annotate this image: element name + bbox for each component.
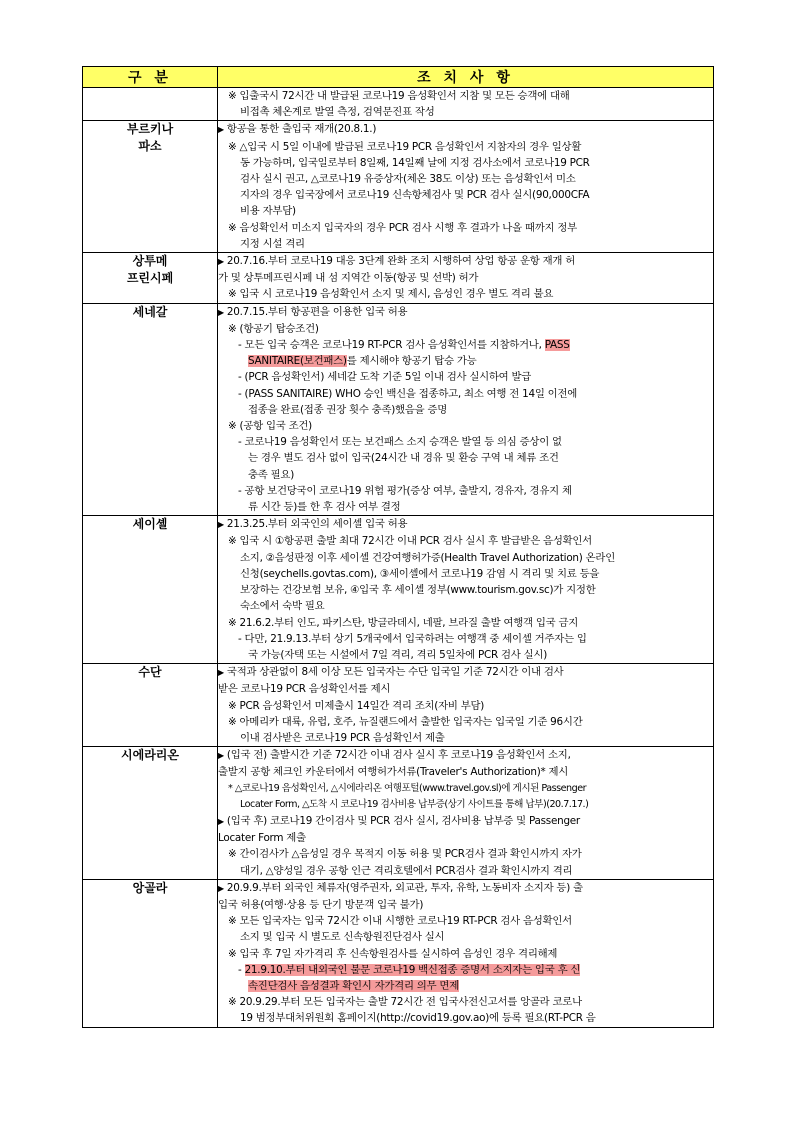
note-line: 소지 및 입국 시 별도로 신속항원진단검사 실시 <box>240 931 445 944</box>
note-line: ※ 입국 시 ①항공편 출발 최대 72시간 이내 PCR 검사 실시 후 발급받은 음성확인서 <box>228 535 592 548</box>
note-line: 비접촉 체온계로 발열 측정, 검역문진표 작성 <box>240 106 435 119</box>
note-line: - 공항 보건당국이 코로나19 위험 평가(증상 여부, 출발지, 경유자, 경유지 체 <box>238 484 572 497</box>
note-line: ※ (공항 입국 조건) <box>228 420 312 433</box>
note-line: 검사 실시 권고, △코로나19 유증상자(체온 38도 이상) 또는 음성확인서 미소 <box>240 173 576 186</box>
table-row <box>83 303 714 516</box>
header-category: 구 분 <box>83 67 218 88</box>
country-cell: 앙골라 <box>83 879 218 1027</box>
bullet-text: 20.9.9.부터 외국인 체류자(영주권자, 외교관, 투자, 유학, 노동비자 소지자 등) 출 <box>226 881 583 894</box>
note-text: 를 제시해야 항공기 탑승 가능 <box>346 355 477 368</box>
note-line: Locater Form, △도착 시 코로나19 검사비용 납부증(상기 사이트를 통해 납부)(20.7.17.) <box>240 798 589 810</box>
measures-cell <box>218 88 714 121</box>
note-line: 류 시간 등)를 한 후 검사 여부 결정 <box>248 501 401 514</box>
measures-cell <box>218 121 714 253</box>
note-line: 가 및 상투메프린시페 내 섬 지역간 이동(항공 및 선박) 허가 <box>218 272 479 285</box>
table-row <box>83 664 714 747</box>
bullet-text: (입국 전) 출발시간 기준 72시간 이내 검사 실시 후 코로나19 음성확인서 소지, <box>226 749 571 762</box>
note-line: ※ PCR 음성확인서 미제출시 14일간 격리 조치(자비 부담) <box>228 699 485 712</box>
highlighted-text: 속진단검사 음성결과 확인시 자가격리 의무 면제 <box>248 979 460 992</box>
note-line: ※ 21.6.2.부터 인도, 파키스탄, 방글라데시, 네팔, 브라질 출발 여행객 입국 금지 <box>228 616 579 629</box>
note-line: 접종을 완료(접종 권장 횟수 충족)했음을 증명 <box>248 403 448 416</box>
note-text: - <box>238 963 245 976</box>
note-line: ※ △입국 시 5일 이내에 발급된 코로나19 PCR 음성확인서 지참자의 경우 일상활 <box>228 140 582 153</box>
bullet-triangle-icon: ▶ <box>218 125 224 135</box>
note-line: 출발지 공항 체크인 카운터에서 여행허가서류(Traveler's Authorization)* 제시 <box>218 766 569 779</box>
bullet-text: 20.7.16.부터 코로나19 대응 3단계 완화 조치 시행하여 상업 항공 운항 재개 허 <box>226 255 576 268</box>
note-line: ※ 음성확인서 미소지 입국자의 경우 PCR 검사 시행 후 결과가 나올 때까지 정부 <box>228 221 577 234</box>
note-line: 동 가능하며, 입국일로부터 8일째, 14일째 날에 지정 검사소에서 코로나19 PCR <box>240 156 590 169</box>
note-line: ※ 모든 입국자는 입국 72시간 이내 시행한 코로나19 RT-PCR 검사 음성확인서 <box>228 915 572 928</box>
note-line: 지자의 경우 입국장에서 코로나19 신속항체검사 및 PCR 검사 실시(90,000CFA <box>240 189 590 202</box>
measures-cell <box>218 747 714 880</box>
country-name: 부르키나 파소 <box>126 122 174 154</box>
bullet-triangle-icon: ▶ <box>218 751 224 761</box>
bullet-text: 21.3.25.부터 외국인의 세이셸 입국 허용 <box>226 518 408 531</box>
bullet-triangle-icon: ▶ <box>218 520 224 530</box>
country-cell <box>83 253 218 304</box>
measures-cell <box>218 516 714 664</box>
note-line: - 코로나19 음성확인서 또는 보건패스 소지 승객은 발열 등 의심 증상이 없 <box>238 436 562 449</box>
table-row <box>83 747 714 880</box>
note-line: ※ 입국 시 코로나19 음성확인서 소지 및 제시, 음성인 경우 별도 격리 불요 <box>228 288 554 301</box>
note-line: - (PASS SANITAIRE) WHO 승인 백신을 접종하고, 최소 여행 전 14일 이전에 <box>238 387 578 400</box>
bullet-triangle-icon: ▶ <box>218 307 224 317</box>
note-line: 신청(seychells.govtas.com), ③세이셸에서 코로나19 감염 시 격리 및 치료 등을 <box>240 567 600 580</box>
table-row <box>83 121 714 253</box>
country-cell: 세이셸 <box>83 516 218 664</box>
country-cell: 시에라리온 <box>83 747 218 880</box>
country-cell: 세네갈 <box>83 303 218 516</box>
note-line: 는 경우 별도 검사 없이 입국(24시간 내 경유 및 환승 구역 내 체류 조건 <box>248 452 559 465</box>
note-line: ※ 아메리카 대륙, 유럽, 호주, 뉴질랜드에서 출발한 입국자는 입국일 기준 96시간 <box>228 715 583 728</box>
note-line: 입국 허용(여행·상용 등 단기 방문객 입국 불가) <box>218 898 424 911</box>
highlighted-text: PASS <box>544 339 570 352</box>
header-measures: 조 치 사 항 <box>218 67 714 88</box>
country-cell <box>83 121 218 253</box>
note-line <box>218 978 713 994</box>
measures-table <box>82 66 714 1028</box>
note-line: 받은 코로나19 PCR 음성확인서를 제시 <box>218 683 391 696</box>
measures-cell <box>218 303 714 516</box>
country-cell <box>83 88 218 121</box>
highlighted-text: 21.9.10.부터 내외국인 불문 코로나19 백신접종 증명서 소지자는 입국 후 신 <box>244 963 581 976</box>
note-text: - 모든 입국 승객은 코로나19 RT-PCR 검사 음성확인서를 지참하거나, <box>238 339 545 352</box>
note-line: 19 범정부대처위원회 홈페이지(http://covid19.gov.ao)에 등록 필요(RT-PCR 음 <box>240 1012 596 1025</box>
measures-cell <box>218 879 714 1027</box>
note-line: 국 가능(자택 또는 시설에서 7일 격리, 격리 5일차에 PCR 검사 실시) <box>248 648 548 661</box>
bullet-triangle-icon: ▶ <box>218 883 224 893</box>
note-line <box>218 353 713 369</box>
note-line: ※ 입출국시 72시간 내 발급된 코로나19 음성확인서 지참 및 모든 승객에 대해 <box>228 90 570 102</box>
bullet-triangle-icon: ▶ <box>218 668 224 678</box>
measures-cell <box>218 253 714 304</box>
note-line: 소지, ②음성판정 이후 세이셸 건강여행허가증(Health Travel Authorization) 온라인 <box>240 551 615 564</box>
note-line: ※ (항공기 탑승조건) <box>228 322 319 335</box>
table-header-row <box>83 67 714 88</box>
country-name: 상투메 프린시페 <box>126 254 174 286</box>
measures-cell <box>218 664 714 747</box>
note-line: 보장하는 건강보험 보유, ④입국 후 세이셸 정부(www.tourism.gov.sc)가 지정한 <box>240 584 596 597</box>
note-line: * △코로나19 음성확인서, △시에라리온 여행포털(www.travel.gov.sl)에 게시된 Passenger <box>228 782 587 794</box>
note-line: 충족 필요) <box>248 468 295 481</box>
note-line: - 다만, 21.9.13.부터 상기 5개국에서 입국하려는 여행객 중 세이셸 거주자는 입 <box>238 632 587 645</box>
bullet-text: 20.7.15.부터 항공편을 이용한 입국 허용 <box>226 305 408 318</box>
bullet-triangle-icon: ▶ <box>218 257 224 267</box>
highlighted-text: SANITAIRE(보건패스) <box>248 355 347 368</box>
bullet-text: 국적과 상관없이 8세 이상 모든 입국자는 수단 입국일 기준 72시간 이내 검사 <box>226 666 564 679</box>
note-line <box>218 962 713 978</box>
bullet-text: 항공을 통한 출입국 재개(20.8.1.) <box>226 123 377 136</box>
country-cell: 수단 <box>83 664 218 747</box>
table-row <box>83 516 714 664</box>
note-line: 비용 자부담) <box>240 205 296 218</box>
bullet-triangle-icon: ▶ <box>218 816 224 826</box>
note-line: Locater Form 제출 <box>218 832 306 845</box>
note-line: ※ 입국 후 7일 자가격리 후 신속항원검사를 실시하여 음성인 경우 격리해제 <box>228 947 558 960</box>
note-line: - (PCR 음성확인서) 세네갈 도착 기준 5일 이내 검사 실시하여 발급 <box>238 371 532 384</box>
table-row <box>83 253 714 304</box>
note-line <box>218 337 713 353</box>
note-line: 이내 검사받은 코로나19 PCR 음성확인서 제출 <box>240 731 445 744</box>
note-line: 숙소에서 숙박 필요 <box>240 600 325 613</box>
note-line: 대기, △양성일 경우 공항 인근 격리호텔에서 PCR검사 결과 확인시까지 격리 <box>240 864 573 877</box>
note-line: ※ 간이검사가 △음성일 경우 목적지 이동 허용 및 PCR검사 결과 확인시까지 자가 <box>228 848 582 861</box>
bullet-text: (입국 후) 코로나19 간이검사 및 PCR 검사 실시, 검사비용 납부증 및 Passenger <box>226 814 580 827</box>
note-line: 지정 시설 격리 <box>240 237 305 250</box>
table-row <box>83 879 714 1027</box>
note-line: ※ 20.9.29.부터 모든 입국자는 출발 72시간 전 입국사전신고서를 앙골라 코로나 <box>228 996 582 1009</box>
table-row <box>83 88 714 121</box>
